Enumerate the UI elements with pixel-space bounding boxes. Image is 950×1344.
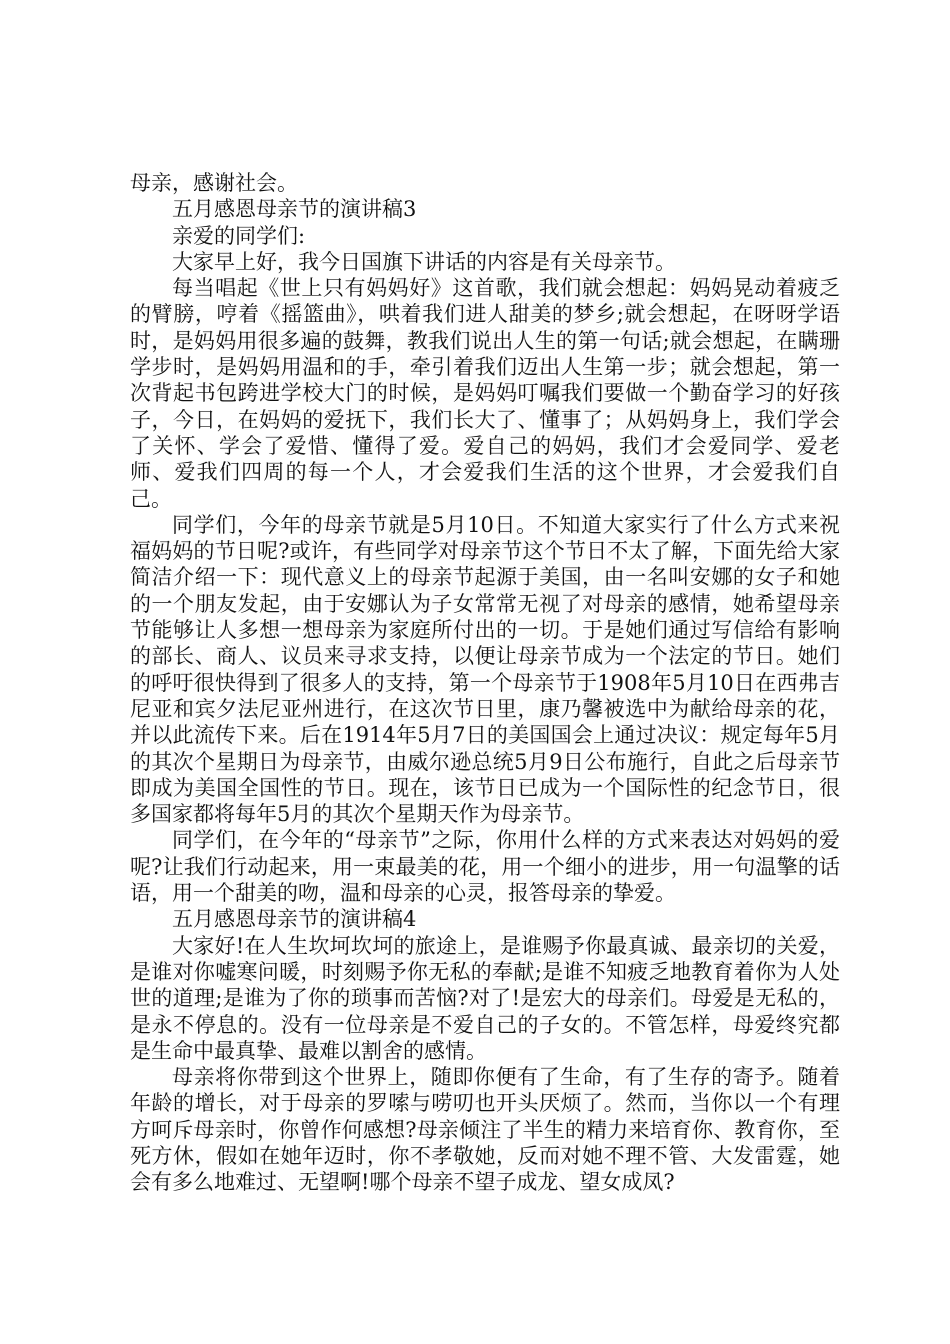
body-paragraph: 每当唱起《世上只有妈妈好》这首歌，我们就会想起：妈妈晃动着疲乏的臂膀，哼着《摇篮曲》，哄着我们进人甜美的梦乡;就会想起，在呀呀学语时，是妈妈用很多遍的鼓舞，教我们说出人生的第一句话;就会想起，在瞒珊学步时，是妈妈用温和的手，牵引着我们迈出人生第一步；就会想起，第一次背起书包跨进学校大门的时候，是妈妈叮嘱我们要做一个勤奋学习的好孩子，今日，在妈妈的爱抚下，我们长大了、懂事了；从妈妈身上，我们学会了关怀、学会了爱惜、懂得了爱。爱自己的妈妈，我们才会爱同学、爱老师、爱我们四周的每一个人，才会爱我们生活的这个世界，才会爱我们自己。 bbox=[130, 276, 840, 511]
salutation: 亲爱的同学们: bbox=[172, 223, 306, 248]
body-paragraph: 同学们，今年的母亲节就是5月10日。不知道大家实行了什么方式来祝福妈妈的节日呢?或许，有些同学对母亲节这个节日不太了解，下面先给大家简洁介绍一下：现代意义上的母亲节起源于美国，由一名叫安娜的女子和她的一个朋友发起，由于安娜认为子女常常无视了对母亲的感情，她希望母亲节能够让人多想一想母亲为家庭所付出的一切。于是她们通过写信给有影响的部长、商人、议员来寻求支持，以便让母亲节成为一个法定的节日。她们的呼吁很快得到了很多人的支持，第一个母亲节于1908年5月10日在西弗吉尼亚和宾夕法尼亚州进行，在这次节日里，康乃馨被选中为献给母亲的花，并以此流传下来。后在1914年5月7日的美国国会上通过决议：规定每年5月的其次个星期日为母亲节，由威尔逊总统5月9日公布施行，自此之后母亲节即成为美国全国性的节日。现在，该节日已成为一个国际性的纪念节日，很多国家都将每年5月的其次个星期天作为母亲节。 bbox=[130, 512, 840, 827]
section-heading-3: 五月感恩母亲节的演讲稿3 bbox=[172, 197, 417, 222]
body-paragraph: 大家好!在人生坎坷坎坷的旅途上，是谁赐予你最真诚、最亲切的关爱，是谁对你嘘寒问暖，时刻赐予你无私的奉献;是谁不知疲乏地教育着你为人处世的道理;是谁为了你的琐事而苦恼?对了!是宏大的母亲们。母爱是无私的，是永不停息的。没有一位母亲是不爱自己的子女的。不管怎样，母爱终究都是生命中最真挚、最难以割舍的感情。 bbox=[130, 933, 840, 1063]
body-paragraph: 同学们，在今年的“母亲节”之际，你用什么样的方式来表达对妈妈的爱呢?让我们行动起来，用一束最美的花，用一个细小的进步，用一句温擎的话语，用一个甜美的吻，温和母亲的心灵，报答母亲的挚爱。 bbox=[130, 828, 840, 906]
section-heading-4: 五月感恩母亲节的演讲稿4 bbox=[172, 907, 417, 932]
body-paragraph: 母亲将你带到这个世界上，随即你便有了生命，有了生存的寄予。随着年龄的增长，对于母亲的罗嗦与唠叨也开头厌烦了。然而，当你以一个有理方呵斥母亲时，你曾作何感想?母亲倾注了半生的精力来培育你、教育你，至死方休，假如在她年迈时，你不孝敬她，反而对她不理不管、大发雷霆，她会有多么地难过、无望啊!哪个母亲不望子成龙、望女成凤? bbox=[130, 1065, 840, 1195]
greeting-paragraph: 大家早上好，我今日国旗下讲话的内容是有关母亲节。 bbox=[172, 249, 676, 274]
paragraph-continuation: 母亲，感谢社会。 bbox=[130, 171, 298, 195]
document-page bbox=[130, 170, 840, 1196]
